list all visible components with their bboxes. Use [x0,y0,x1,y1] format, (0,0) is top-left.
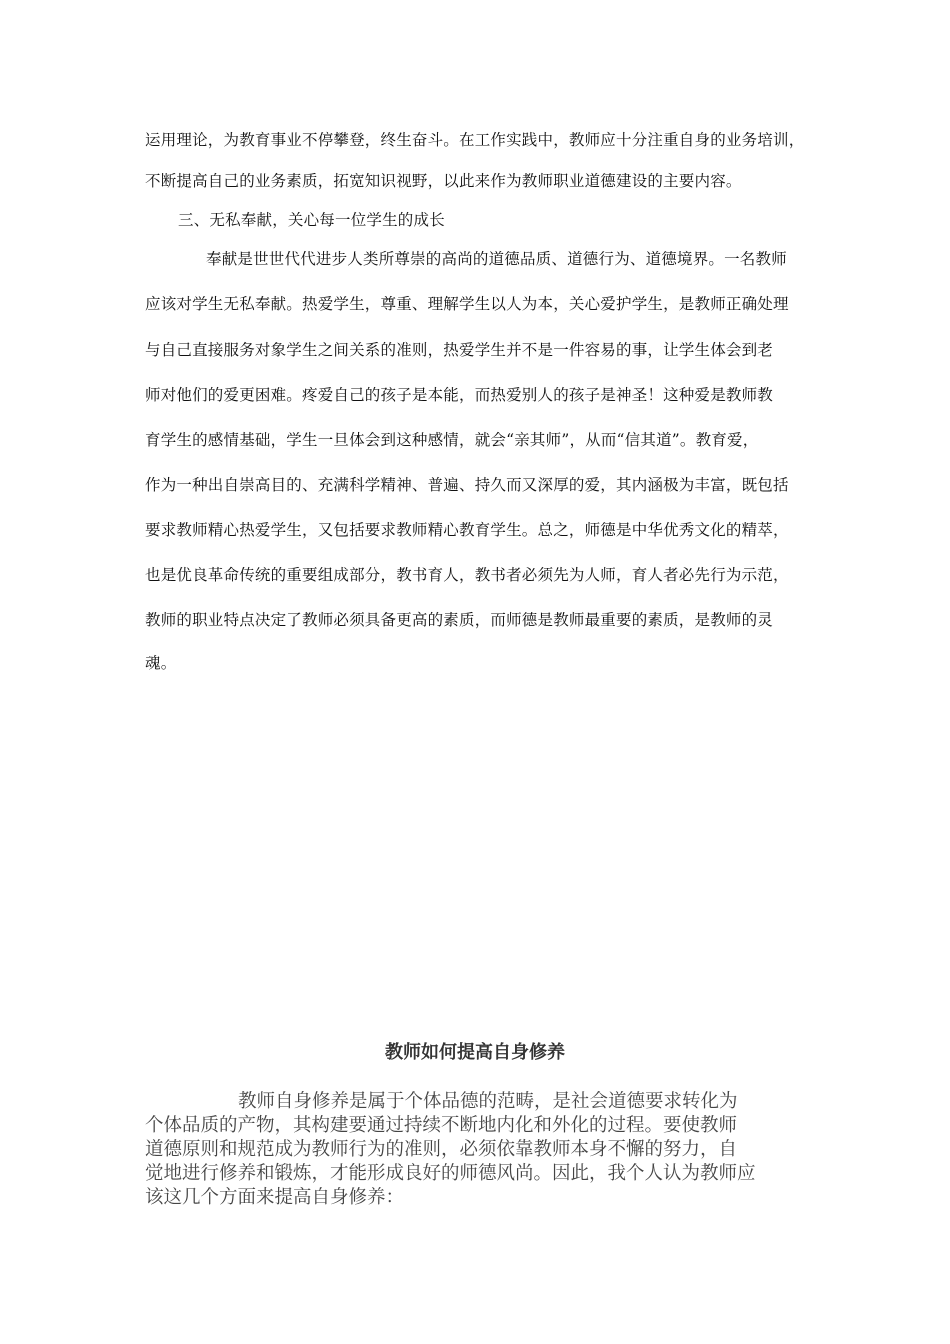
article-line: 个体品质的产物，其构建要通过持续不断地内化和外化的过程。要使教师 [145,1115,738,1136]
paragraph-line: 也是优良革命传统的重要组成部分，教书育人，教书者必须先为人师，育人者必先行为示范， [145,566,789,584]
paragraph-line: 要求教师精心热爱学生，又包括要求教师精心教育学生。总之，师德是中华优秀文化的精萃， [145,521,789,539]
article-line: 道德原则和规范成为教师行为的准则，必须依靠教师本身不懈的努力，自 [145,1139,738,1160]
article-line: 觉地进行修养和锻炼，才能形成良好的师德风尚。因此，我个人认为教师应 [145,1163,756,1184]
paragraph-line: 魂。 [145,654,177,672]
paragraph-line: 应该对学生无私奉献。热爱学生，尊重、理解学生以人为本，关心爱护学生，是教师正确处理 [145,295,789,313]
article-title: 教师如何提高自身修养 [385,1042,565,1063]
paragraph-line: 运用理论，为教育事业不停攀登，终生奋斗。在工作实践中，教师应十分注重自身的业务培训， [145,131,805,149]
paragraph-line: 作为一种出自崇高目的、充满科学精神、普遍、持久而又深厚的爱，其内涵极为丰富，既包括 [145,476,789,494]
paragraph-line: 不断提高自己的业务素质，拓宽知识视野，以此来作为教师职业道德建设的主要内容。 [145,172,742,190]
paragraph-line: 教师的职业特点决定了教师必须具备更高的素质，而师德是教师最重要的素质，是教师的灵 [145,611,774,629]
paragraph-line: 与自己直接服务对象学生之间关系的准则，热爱学生并不是一件容易的事，让学生体会到老 [145,341,774,359]
paragraph-line: 师对他们的爱更困难。疼爱自己的孩子是本能，而热爱别人的孩子是神圣！这种爱是教师教 [145,386,774,404]
section-heading: 三、无私奉献，关心每一位学生的成长 [178,211,445,229]
article-line: 教师自身修养是属于个体品德的范畴，是社会道德要求转化为 [238,1091,738,1112]
paragraph-line: 育学生的感情基础，学生一旦体会到这种感情，就会“亲其师”，从而“信其道”。教育爱， [145,431,759,449]
paragraph-line: 奉献是世世代代进步人类所尊崇的高尚的道德品质、道德行为、道德境界。一名教师 [206,250,787,268]
article-line: 该这几个方面来提高自身修养： [145,1187,405,1208]
